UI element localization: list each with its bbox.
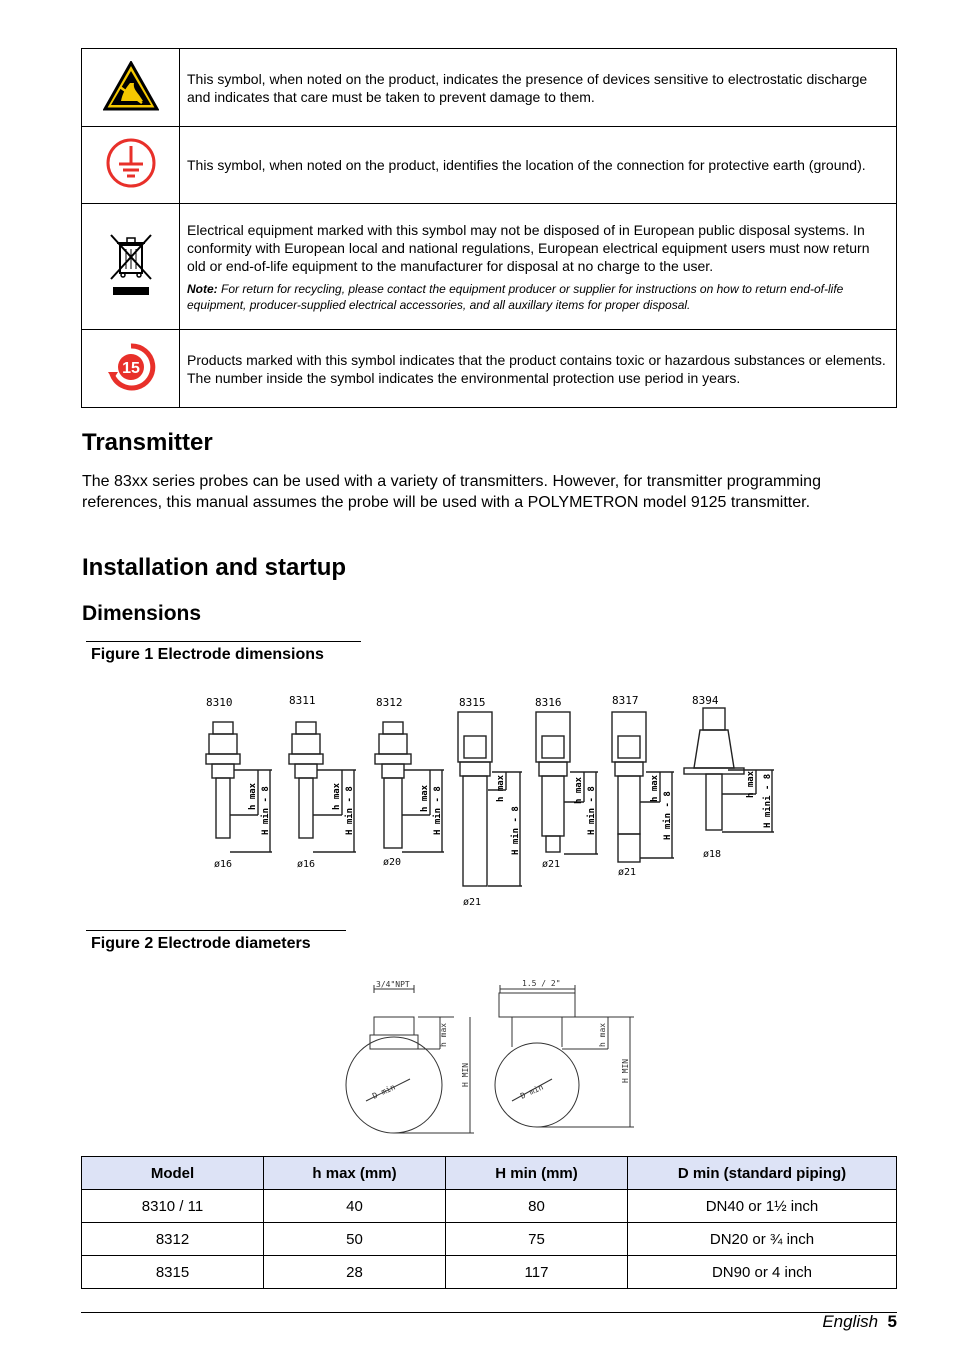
symbol-text: This symbol, when noted on the product, indicates the presence of devices sensitive to electrostatic discharge and indicates that care must be taken to prevent damage to them. — [180, 49, 897, 127]
symbol-text-cell — [180, 204, 897, 330]
model-label: 8312 — [376, 696, 403, 709]
symbol-icon-cell — [82, 49, 180, 127]
H-min-label: H min - 8 — [433, 786, 443, 835]
h-max-label: h max — [574, 776, 584, 804]
D-min-label: D min — [371, 1082, 397, 1101]
h-max-label: h max — [650, 774, 660, 802]
table-row — [82, 1256, 897, 1289]
symbol-row-earth — [82, 127, 897, 204]
model-label: 8316 — [535, 696, 562, 709]
table-row — [82, 1223, 897, 1256]
column-header: D min (standard piping) — [628, 1157, 897, 1190]
H-min-label: H min - 8 — [261, 786, 271, 835]
diameter-label: ø18 — [703, 849, 722, 860]
column-header: h max (mm) — [264, 1157, 446, 1190]
figure1-caption: Figure 1 Electrode dimensions — [91, 646, 324, 663]
protective-earth-icon — [105, 137, 157, 189]
installation-heading: Installation and startup — [82, 554, 347, 581]
table-cell: 117 — [446, 1256, 628, 1289]
rohs-number: 15 — [121, 359, 140, 377]
diameter-label: ø21 — [463, 897, 482, 908]
symbol-icon-cell — [82, 127, 180, 204]
recycling-note — [187, 281, 890, 313]
note-text: For return for recycling, please contact the equipment producer or supplier for instructions on how to return end-of-life equipment, producer-supplied electrical accessories, and all auxillary items for proper disposal. — [187, 281, 844, 312]
table-cell: 50 — [264, 1223, 446, 1256]
table-row — [82, 1190, 897, 1223]
H-min-label: H min - 8 — [663, 791, 673, 840]
column-header: Model — [82, 1157, 264, 1190]
h-max-label: h max — [420, 784, 430, 812]
H-min-label: H MIN — [621, 1058, 630, 1083]
electrode-dimensions-figure — [200, 690, 780, 910]
electrode-diameters-figure — [340, 975, 640, 1140]
footer-language: English — [822, 1312, 879, 1331]
table-cell: DN90 or 4 inch — [628, 1256, 897, 1289]
diameter-label: ø16 — [214, 859, 233, 870]
symbol-icon-cell — [82, 204, 180, 330]
table-cell: DN40 or 1½ inch — [628, 1190, 897, 1223]
column-header: H min (mm) — [446, 1157, 628, 1190]
diameter-label: ø20 — [383, 857, 402, 868]
esd-warning-icon — [103, 61, 159, 111]
figure2-caption: Figure 2 Electrode diameters — [91, 935, 311, 952]
transmitter-heading: Transmitter — [82, 429, 213, 456]
dimensions-heading: Dimensions — [82, 602, 202, 625]
symbol-row-weee — [82, 204, 897, 330]
electrode-8315 — [458, 712, 522, 886]
h-max-label: h max — [746, 770, 756, 798]
table-cell: 28 — [264, 1256, 446, 1289]
table-cell: DN20 or ¾ inch — [628, 1223, 897, 1256]
table-cell: 8315 — [82, 1256, 264, 1289]
transmitter-paragraph: The 83xx series probes can be used with a variety of transmitters. However, for transmitter programming references, this manual assumes the probe will be used with a POLYMETRON model 9125 transmitter. — [82, 473, 821, 511]
table-header-row — [82, 1157, 897, 1190]
model-label: 8310 — [206, 696, 233, 709]
china-rohs-15-icon — [106, 342, 156, 392]
H-mini-label: H mini - 8 — [763, 773, 773, 828]
H-min-label: H MIN — [461, 1062, 470, 1087]
electrode-8394 — [684, 708, 774, 832]
symbol-text: Products marked with this symbol indicates that the product contains toxic or hazardous substances or elements. The number inside the symbol indicates the environmental protection use period in years. — [180, 330, 897, 408]
right-thread-label: 1.5 / 2" — [522, 979, 561, 988]
table-cell: 40 — [264, 1190, 446, 1223]
symbol-icon-cell — [82, 330, 180, 408]
h-max-label: h max — [248, 782, 258, 810]
symbol-row-esd — [82, 49, 897, 127]
model-label: 8315 — [459, 696, 486, 709]
model-label: 8311 — [289, 694, 316, 707]
symbol-text: Electrical equipment marked with this symbol may not be disposed of in European public disposal systems. In conformity with European local and national regulations, European electrical equipment users must now return old or end-of-life equipment to the manufacturer for disposal at no charge to the user. — [187, 221, 870, 274]
symbol-text: This symbol, when noted on the product, identifies the location of the connection for protective earth (ground). — [180, 127, 897, 204]
pipe-right — [495, 985, 634, 1127]
H-min-label: H min - 8 — [587, 786, 597, 835]
table-cell: 80 — [446, 1190, 628, 1223]
figure1-rule — [86, 641, 361, 642]
footer-rule — [81, 1312, 897, 1313]
diameter-label: ø21 — [542, 859, 561, 870]
weee-crossed-bin-icon — [107, 231, 155, 299]
h-max-label: h max — [598, 1022, 607, 1047]
table-cell: 75 — [446, 1223, 628, 1256]
page-number: 5 — [887, 1312, 897, 1331]
diameter-label: ø21 — [618, 867, 637, 878]
D-min-label: D min — [519, 1082, 545, 1101]
H-min-label: H min - 8 — [345, 786, 355, 835]
symbols-table — [81, 48, 897, 408]
h-max-label: h max — [332, 782, 342, 810]
model-label: 8317 — [612, 694, 639, 707]
electrode-dimensions-table — [81, 1156, 897, 1289]
note-label: Note: — [187, 281, 218, 296]
h-max-label: h max — [439, 1022, 448, 1047]
h-max-label: h max — [496, 774, 506, 802]
figure2-rule — [86, 930, 346, 931]
diameter-label: ø16 — [297, 859, 316, 870]
table-cell: 8310 / 11 — [82, 1190, 264, 1223]
symbol-row-rohs — [82, 330, 897, 408]
model-label: 8394 — [692, 694, 719, 707]
table-cell: 8312 — [82, 1223, 264, 1256]
left-thread-label: 3/4"NPT — [376, 980, 410, 989]
page-footer — [822, 1312, 897, 1332]
H-min-label: H min - 8 — [511, 806, 521, 855]
pipe-left — [346, 985, 474, 1133]
